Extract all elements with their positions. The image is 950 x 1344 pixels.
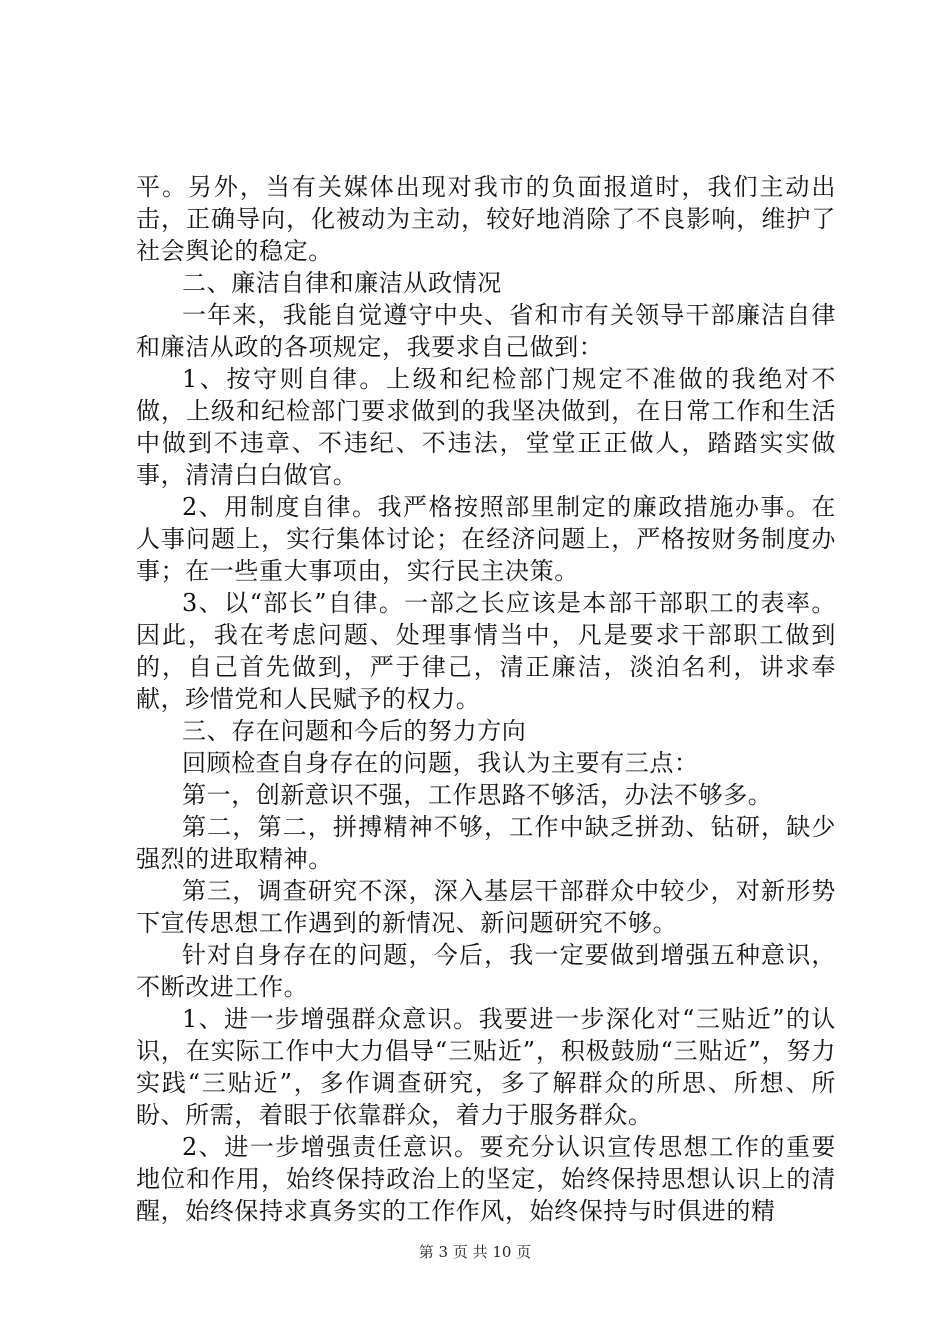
paragraph-13: 1、进一步增强群众意识。我要进一步深化对“三贴近”的认识，在实际工作中大力倡导“三贴近”，积极鼓励“三贴近”，努力实践“三贴近”，多作调查研究，多了解群众的所思、所想、所盼、所需，着眼于依靠群众，着力于服务群众。 <box>136 1005 836 1129</box>
paragraph-14: 2、进一步增强责任意识。要充分认识宣传思想工作的重要地位和作用，始终保持政治上的坚定，始终保持思想认识上的清醒，始终保持求真务实的工作作风，始终保持与时俱进的精 <box>136 1133 836 1225</box>
paragraph-3: 一年来，我能自觉遵守中央、省和市有关领导干部廉洁自律和廉洁从政的各项规定，我要求自己做到： <box>136 301 836 361</box>
paragraph-10: 第二，第二，拼搏精神不够，工作中缺乏拼劲、钻研，缺少强烈的进取精神。 <box>136 813 836 873</box>
paragraph-6: 3、以“部长”自律。一部之长应该是本部干部职工的表率。因此，我在考虑问题、处理事情当中，凡是要求干部职工做到的，自己首先做到，严于律己，清正廉洁，淡泊名利，讲求奉献，珍惜党和人民赋予的权力。 <box>136 589 836 713</box>
heading-section-3: 三、存在问题和今后的努力方向 <box>182 717 527 745</box>
paragraph-1: 平。另外，当有关媒体出现对我市的负面报道时，我们主动出击，正确导向，化被动为主动，较好地消除了不良影响，维护了社会舆论的稳定。 <box>136 173 836 265</box>
paragraph-11: 第三，调查研究不深，深入基层干部群众中较少，对新形势下宣传思想工作遇到的新情况、新问题研究不够。 <box>136 877 836 937</box>
paragraph-5: 2、用制度自律。我严格按照部里制定的廉政措施办事。在人事问题上，实行集体讨论；在经济问题上，严格按财务制度办事；在一些重大事项由，实行民主决策。 <box>136 493 836 585</box>
paragraph-9: 第一，创新意识不强，工作思路不够活，办法不够多。 <box>182 781 773 809</box>
paragraph-8: 回顾检查自身存在的问题，我认为主要有三点： <box>182 749 699 777</box>
paragraph-4: 1、按守则自律。上级和纪检部门规定不准做的我绝对不做，上级和纪检部门要求做到的我坚决做到，在日常工作和生活中做到不违章、不违纪、不违法，堂堂正正做人，踏踏实实做事，清清白白做官。 <box>136 365 836 489</box>
page-number-label: 第 3 页 共 10 页 <box>418 1243 532 1261</box>
document-body <box>136 171 836 1227</box>
page-footer <box>0 1242 950 1262</box>
heading-section-2: 二、廉洁自律和廉洁从政情况 <box>182 269 502 297</box>
paragraph-12: 针对自身存在的问题，今后，我一定要做到增强五种意识，不断改进工作。 <box>136 941 836 1001</box>
